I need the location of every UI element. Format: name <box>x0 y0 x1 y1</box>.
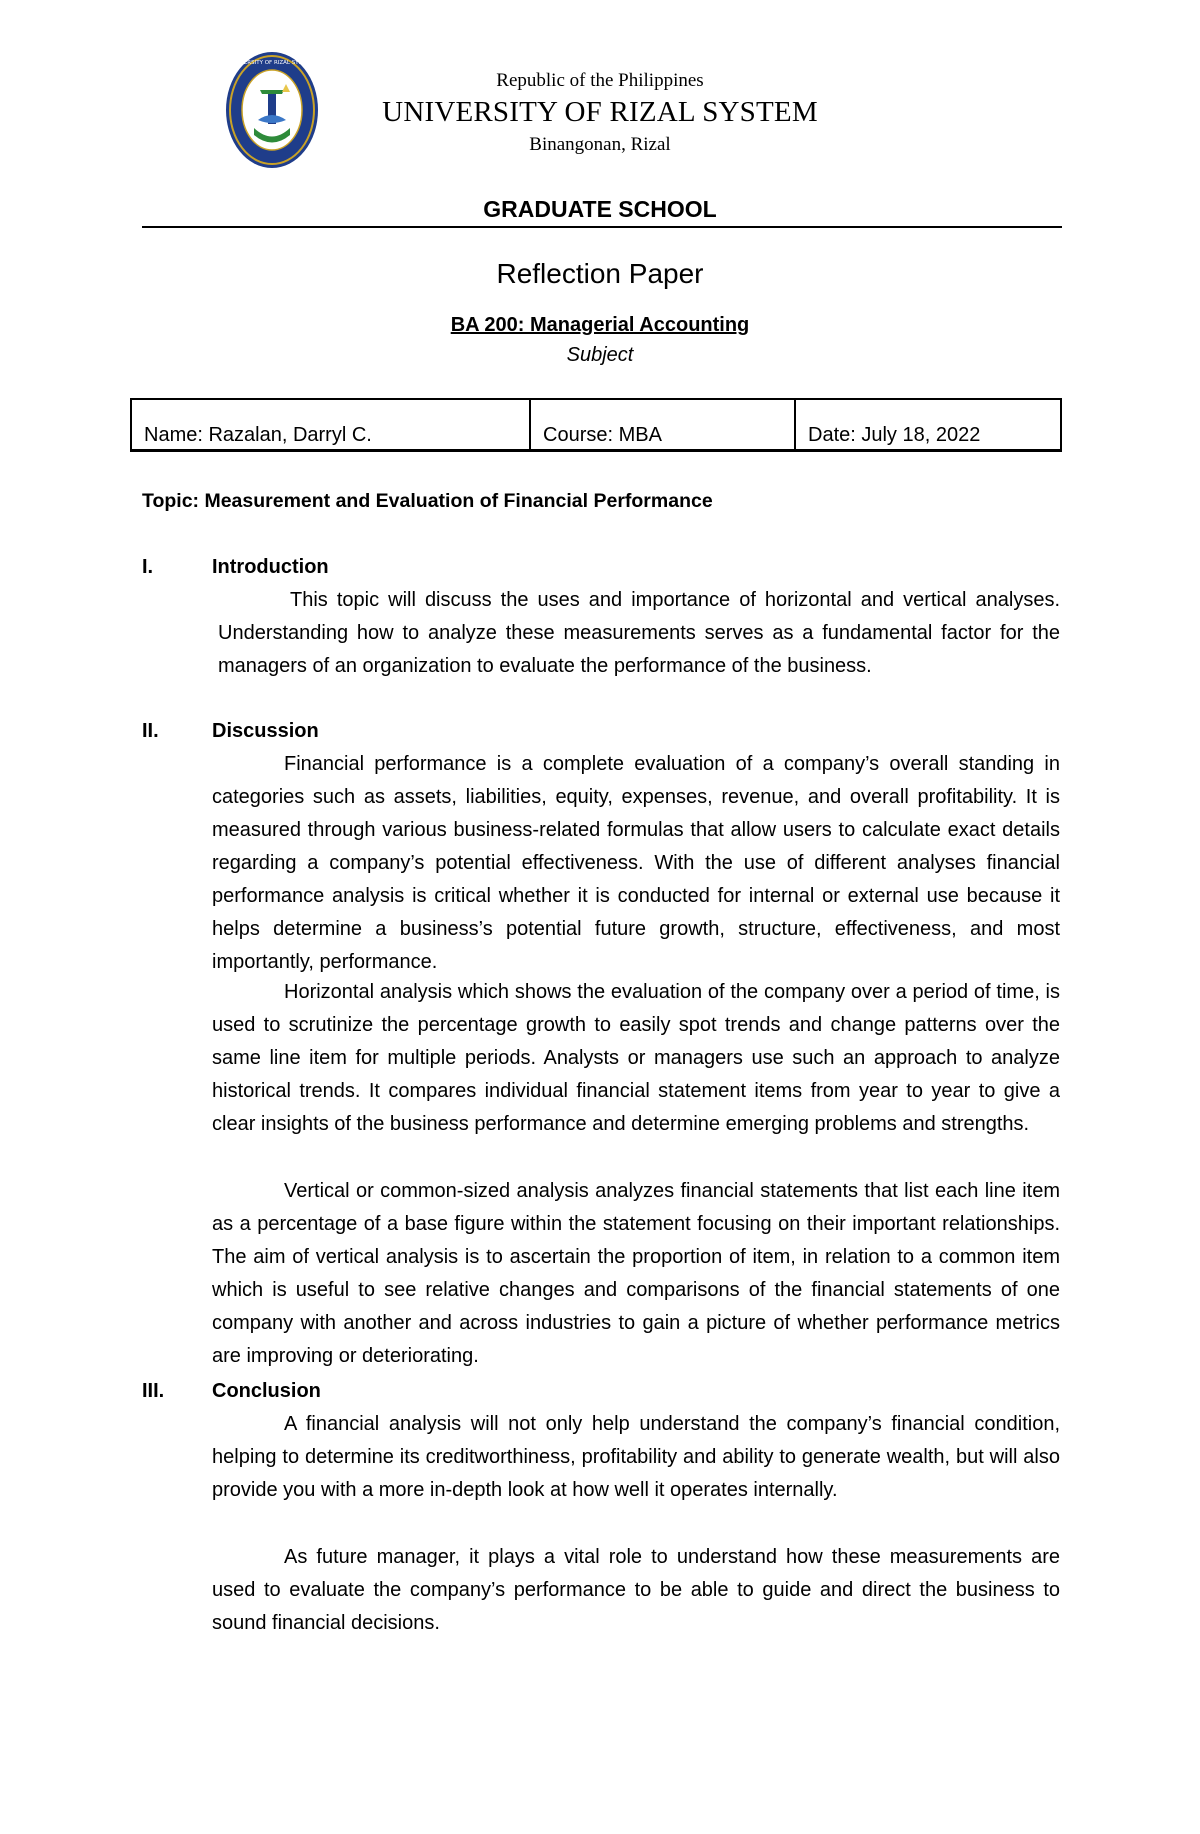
subject-label: Subject <box>566 344 634 366</box>
introduction-paragraph: This topic will discuss the uses and importance of horizontal and vertical analyses. Understanding how to analyze these measurements serves as a fundamental factor for the managers of an organization to evaluate the performance of the business. <box>218 589 1060 677</box>
discussion-paragraph: Horizontal analysis which shows the evaluation of the company over a period of time, is used to scrutinize the percentage growth to easily spot trends and change patterns over the same line item for multiple periods. Analysts or managers use such an approach to analyze historical trends. It compares individual financial statement items from year to year to give a clear insights of the business performance and determine emerging problems and strengths. <box>212 981 1060 1135</box>
topic-heading: Topic: Measurement and Evaluation of Financial Performance <box>142 490 713 512</box>
seal-lettering: UNIVERSITY OF RIZAL SYSTEM <box>230 60 314 66</box>
section-title-discussion: Discussion <box>212 720 319 742</box>
header-divider <box>142 226 1062 228</box>
discussion-paragraph: Financial performance is a complete evaluation of a company’s overall standing in categories such as assets, liabilities, equity, expenses, revenue, and overall profitability. It is measured through various business-related formulas that allow users to calculate exact details regarding a company’s potential effectiveness. With the use of different analyses financial performance analysis is critical whether it is conducted for internal or external use because it helps determine a business’s potential future growth, structure, effectiveness, and most importantly, performance. <box>212 753 1060 973</box>
document-title: Reflection Paper <box>496 258 704 289</box>
university-name: UNIVERSITY OF RIZAL SYSTEM <box>382 96 818 128</box>
subject-code: BA 200: Managerial Accounting <box>450 314 750 336</box>
section-numeral: II. <box>142 720 159 742</box>
republic-line: Republic of the Philippines <box>496 70 704 91</box>
info-cell-course <box>531 400 796 449</box>
info-cell-name <box>132 400 531 449</box>
section-title-conclusion: Conclusion <box>212 1380 321 1402</box>
course: Course: MBA <box>543 424 662 446</box>
student-info-table <box>130 398 1062 452</box>
campus-location: Binangonan, Rizal <box>529 134 671 155</box>
date: Date: July 18, 2022 <box>808 424 981 446</box>
discussion-paragraph: Vertical or common-sized analysis analyzes financial statements that list each line item as a percentage of a base figure within the statement focusing on their important relationships. The aim of vertical analysis is to ascertain the proportion of item, in relation to a common item which is useful to see relative changes and comparisons of the financial statements of one company with another and across industries to gain a picture of whether performance metrics are improving or deteriorating. <box>212 1180 1060 1367</box>
section-numeral: III. <box>142 1380 165 1402</box>
conclusion-paragraph: A financial analysis will not only help understand the company’s financial condition, helping to determine its creditworthiness, profitability and ability to generate wealth, but will also provide you with a more in-depth look at how well it operates internally. <box>212 1413 1060 1501</box>
info-cell-date <box>796 400 1060 449</box>
conclusion-paragraph: As future manager, it plays a vital role to understand how these measurements are used to evaluate the company’s performance to be able to guide and direct the business to sound financial decisions. <box>212 1546 1060 1634</box>
student-name: Name: Razalan, Darryl C. <box>144 424 372 446</box>
school-heading: GRADUATE SCHOOL <box>483 196 717 222</box>
section-title-introduction: Introduction <box>212 556 329 578</box>
section-numeral: I. <box>142 556 154 578</box>
